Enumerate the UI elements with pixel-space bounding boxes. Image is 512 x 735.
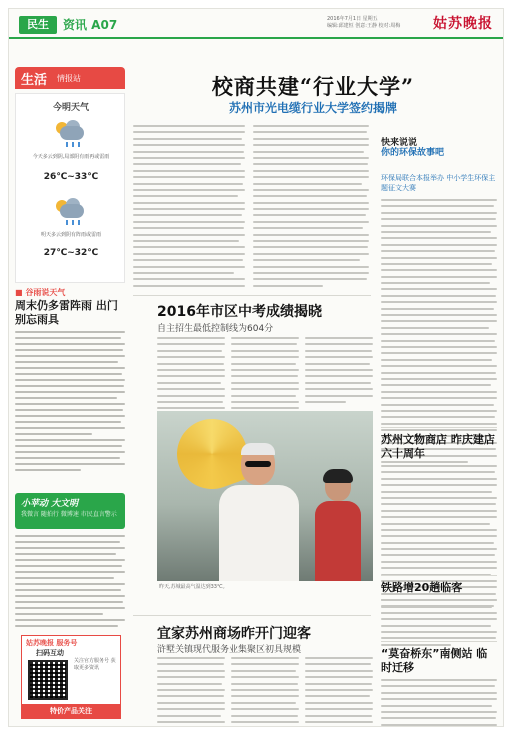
xm-subtitle: 我微言 随拍行 微博速 市民直言警示 bbox=[21, 511, 117, 518]
divider bbox=[381, 427, 497, 428]
life-subtitle: 情报站 bbox=[57, 74, 81, 83]
qr-code-icon bbox=[28, 660, 68, 700]
right-story-2-body bbox=[381, 599, 497, 650]
rightbox-kicker: 快来说说 bbox=[381, 138, 418, 148]
qr-title: 扫码互动 bbox=[36, 649, 64, 657]
qr-code-box bbox=[21, 635, 121, 719]
bottom-subhead: 浒墅关镇现代服务业集聚区初具规模 bbox=[157, 645, 302, 655]
xm-title: 小苹动 大文明 bbox=[21, 499, 79, 509]
weather-title: 今明天气 bbox=[52, 103, 89, 113]
tomorrow-temp: 27℃~32℃ bbox=[43, 248, 99, 258]
bottom-headline: 宜家苏州商场昨开门迎客 bbox=[157, 626, 311, 642]
rightbox-title: 你的环保故事吧 bbox=[381, 148, 445, 158]
right-story-3-body bbox=[381, 679, 497, 727]
page-header bbox=[9, 9, 504, 39]
today-weather-desc: 今天多云到阴,局部阴有雨再或雷雨 bbox=[32, 154, 110, 160]
header-date bbox=[327, 16, 427, 30]
guyu-headline: 周末仍多雷阵雨 出门别忘雨具 bbox=[15, 299, 118, 326]
section-tag: 民生 bbox=[19, 16, 57, 34]
main-subhead: 苏州市光电缆行业大学签约揭牌 bbox=[228, 101, 397, 115]
weather-box bbox=[15, 93, 125, 283]
man-figure bbox=[213, 445, 303, 581]
today-temp: 26℃~33℃ bbox=[43, 172, 99, 182]
divider bbox=[133, 615, 371, 616]
right-story-1-headline: 苏州文物商店 昨庆建店六十周年 bbox=[381, 433, 495, 460]
main-headline: 校商共建“行业大学” bbox=[211, 74, 415, 99]
divider bbox=[381, 575, 497, 576]
bottom-col-3 bbox=[305, 657, 373, 727]
section-name: 资讯 A07 bbox=[63, 18, 118, 32]
exam-headline: 2016年市区中考成绩揭晓 bbox=[157, 304, 322, 320]
news-photo bbox=[157, 411, 373, 581]
qr-brand: 姑苏晚报 服务号 bbox=[26, 639, 78, 647]
main-story-col-2 bbox=[253, 125, 369, 291]
photo-caption: 昨天,苏城最高气温达到33℃。 bbox=[159, 584, 228, 590]
woman-figure bbox=[313, 471, 363, 581]
bottom-col-2 bbox=[231, 657, 299, 727]
right-story-1-body bbox=[381, 465, 497, 618]
tomorrow-weather-desc: 明天多云到阴有阵雨或雷雨 bbox=[40, 232, 101, 238]
bottom-col-1 bbox=[157, 657, 225, 727]
guyu-body-text bbox=[15, 331, 125, 475]
guyu-section-head: ■ 谷雨说天气 bbox=[15, 288, 66, 297]
xm-banner bbox=[15, 493, 125, 529]
main-story-col-1 bbox=[133, 125, 245, 291]
cloudy-rain-icon bbox=[54, 198, 88, 220]
date-line: 2016年7月1日 星期五 bbox=[327, 16, 378, 22]
exam-subhead: 自主招生最低控制线为604分 bbox=[157, 324, 274, 334]
newspaper-logo: 姑苏晚报 bbox=[433, 16, 493, 32]
life-band bbox=[15, 67, 125, 89]
exam-col-3 bbox=[305, 337, 373, 407]
qr-text: 关注官方服务号 获取更多资讯 bbox=[74, 658, 116, 671]
newspaper-page bbox=[8, 8, 504, 727]
editors-line: 编辑:邱建恒 创意:王静 校对:周梅 bbox=[327, 23, 401, 29]
life-title: 生活 bbox=[21, 73, 48, 88]
xm-body-text bbox=[15, 535, 125, 631]
right-story-3-headline: “莫奋桥东”南侧站 临时迁移 bbox=[381, 647, 488, 674]
cloudy-rain-icon bbox=[54, 120, 88, 142]
divider bbox=[133, 295, 371, 296]
right-story-2-headline: 铁路增20趟临客 bbox=[381, 581, 463, 594]
rightbox-subtitle: 环保局联合本报举办 中小学生环保主题征文大赛 bbox=[381, 174, 496, 192]
divider bbox=[381, 641, 497, 642]
qr-footer: 特价产品关注 bbox=[22, 704, 120, 718]
left-sidebar bbox=[15, 67, 125, 722]
